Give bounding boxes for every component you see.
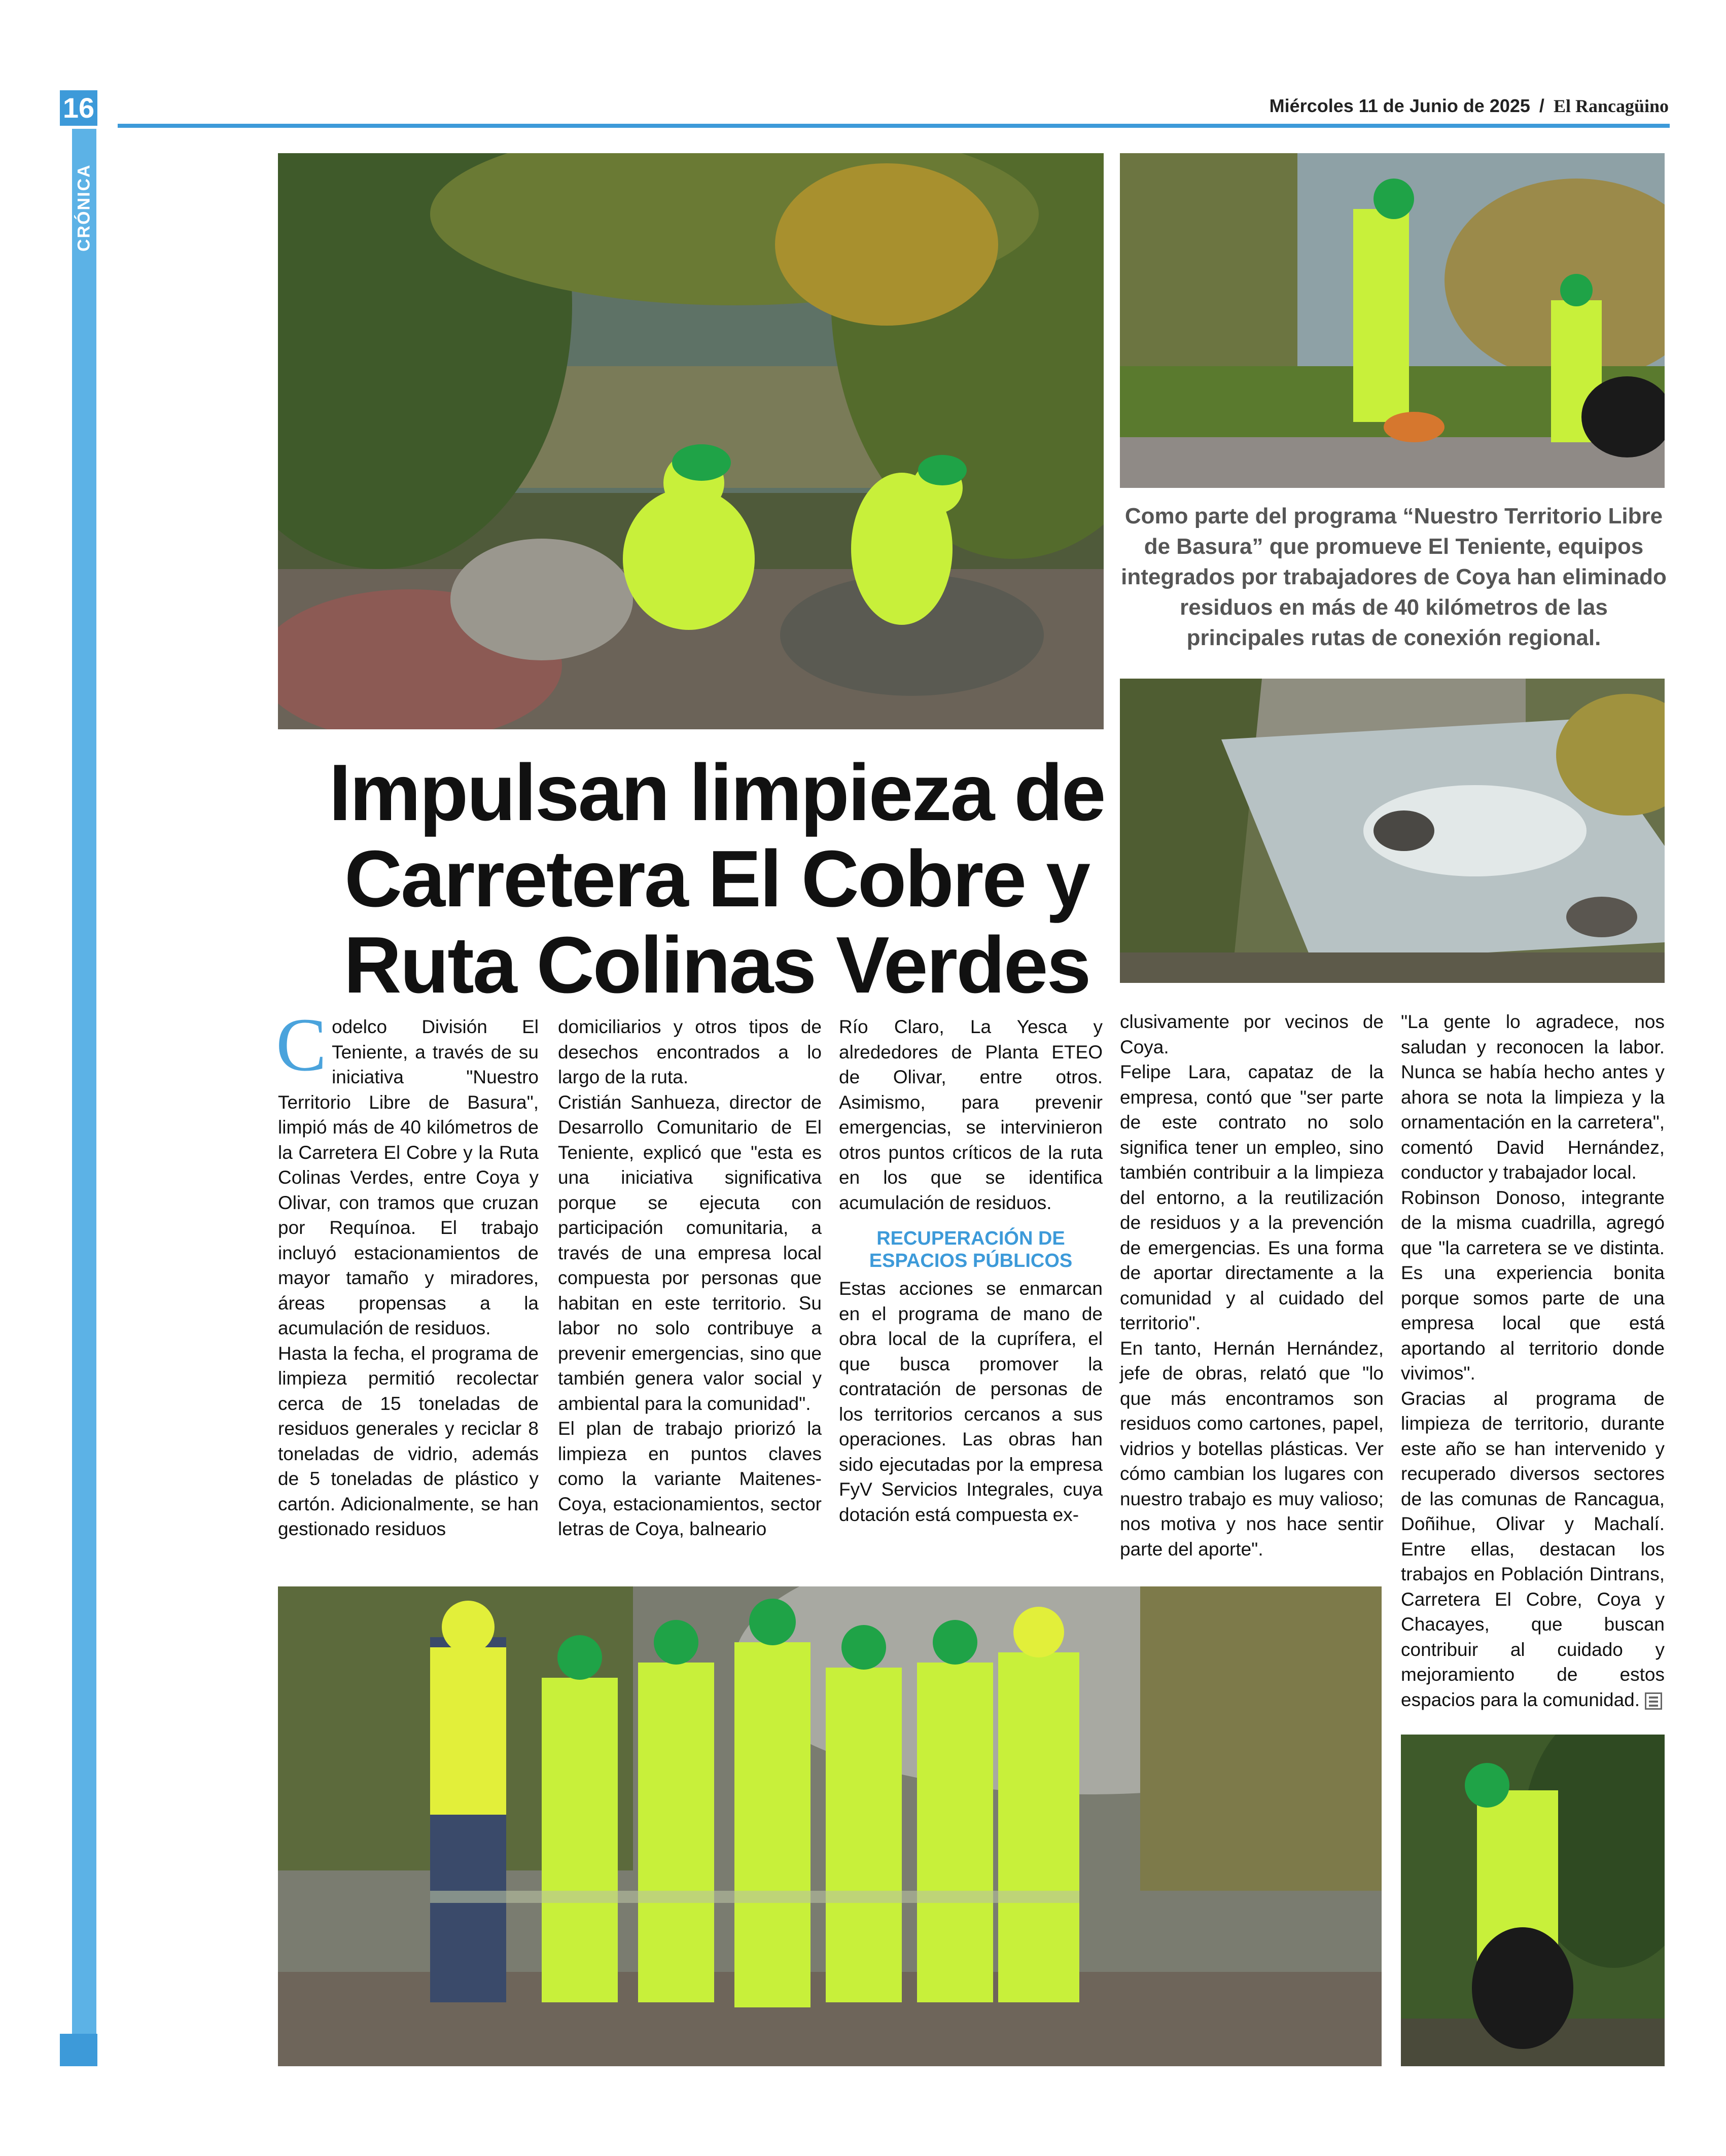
article-paragraph: Robinson Donoso, integrante de la misma cuadrilla, agregó que "la carretera se ve distinta. Es una experiencia bonita porque somos parte de una empresa local que está aportando al territorio donde vivimos".	[1401, 1187, 1665, 1384]
section-strip	[72, 129, 96, 2066]
section-label: CRÓNICA	[74, 164, 94, 252]
article-column-1	[276, 1003, 539, 1542]
header-separator: /	[1539, 95, 1544, 116]
photo-caption: Como parte del programa “Nuestro Territorio Libre de Basura” que promueve El Teniente, equipos integrados por trabajadores de Coya han eliminado residuos en más de 40 kilómetros de las principales rutas de conexión regional.	[1121, 504, 1667, 650]
section-subheading: RECUPERACIÓN DE ESPACIOS PÚBLICOS	[869, 1228, 1073, 1271]
issue-date: Miércoles 11 de Junio de 2025	[1269, 95, 1530, 116]
article-paragraph: El plan de trabajo priorizó la limpieza en puntos claves como la variante Maitenes-Coya, estacionamientos, sector letras de Coya, balneario	[558, 1418, 822, 1539]
strip-end-block	[60, 2034, 97, 2066]
header-rule	[118, 124, 1670, 128]
newspaper-name: El Rancagüino	[1553, 96, 1669, 116]
page-number: 16	[60, 90, 97, 126]
article-title: Impulsan limpieza de Carretera El Cobre y Ruta Colinas Verdes	[329, 748, 1105, 1010]
article-paragraph: En tanto, Hernán Hernández, jefe de obras, relató que "lo que más encontramos son residuos como cartones, papel, vidrios y botellas plásticas. Ver cómo cambian los lugares con nuestro trabajo es muy valioso; nos motiva y nos hace sentir parte del aporte".	[1120, 1337, 1384, 1560]
article-column-4	[1120, 1009, 1384, 1562]
photo-worker-trash-bag	[1401, 1735, 1665, 2066]
article-paragraph: clusivamente por vecinos de Coya.	[1120, 1011, 1384, 1057]
photo-cleanup-crew	[278, 1586, 1382, 2066]
article-column-2	[558, 1014, 822, 1542]
newspaper-end-icon	[1645, 1692, 1662, 1710]
article-column-3	[839, 1014, 1103, 1527]
article-paragraph: Río Claro, La Yesca y alrededores de Planta ETEO de Olivar, entre otros. Asimismo, para prevenir emergencias, se intervinieron otros puntos críticos de la ruta en los que se identifica acumulación de residuos.	[839, 1016, 1103, 1213]
article-column-5	[1401, 1009, 1665, 1712]
photo-workers-riverbank	[278, 153, 1104, 729]
photo-workers-roadside	[1120, 153, 1665, 488]
article-paragraph: Hasta la fecha, el programa de limpieza permitió recolectar cerca de 15 toneladas de residuos generales y reciclar 8 toneladas de vidrio, además de 5 toneladas de plástico y cartón. Adicionalmente, se han gestionado residuos	[278, 1342, 539, 1539]
article-paragraph: Cristián Sanhueza, director de Desarrollo Comunitario de El Teniente, explicó que "esta es una iniciativa significativa porque se ejecuta con participación comunitaria, a través de una empresa local compuesta por personas que habitan en este territorio. Su labor no solo contribuye a prevenir emergencias, sino que también genera valor social y ambiental para la comunidad".	[558, 1091, 822, 1414]
article-paragraph: Estas acciones se enmarcan en el programa de mano de obra local de la cuprífera, el que busca promover la contratación de personas de los territorios cercanos a sus operaciones. Las obras han sido ejecutadas por la empresa FyV Servicios Integrales, cuya dotación está compuesta ex-	[839, 1278, 1103, 1525]
article-paragraph: domiciliarios y otros tipos de desechos encontrados a lo largo de la ruta.	[558, 1016, 822, 1087]
article-paragraph: "La gente lo agradece, nos saludan y reconocen la labor. Nunca se había hecho antes y ahora se nota la limpieza y la ornamentación en la carretera", comentó David Hernández, conductor y trabajador local.	[1401, 1011, 1665, 1183]
page-header	[1116, 95, 1669, 126]
article-paragraph: Gracias al programa de limpieza de territorio, durante este año se han intervenido y recuperado diversos sectores de las comunas de Rancagua, Doñihue, Olivar y Machalí. Entre ellas, destacan los trabajos en Población Dintrans, Carretera El Cobre, Coya y Chacayes, que buscan contribuir al cuidado y mejoramiento de estos espacios para la comunidad.	[1401, 1388, 1665, 1710]
drop-cap: C	[276, 1003, 327, 1087]
photo-river-stream	[1120, 679, 1665, 983]
article-paragraph: Felipe Lara, capataz de la empresa, contó que "ser parte de este contrato no solo significa tener un empleo, sino también contribuir a la limpieza del entorno, a la reutilización de residuos y a la prevención de emergencias. Es una forma de aportar directamente a la comunidad y al cuidado del territorio".	[1120, 1062, 1384, 1333]
article-paragraph: Codelco División El Teniente, a través de su iniciativa "Nuestro Territorio Libre de Basura", limpió más de 40 kilómetros de la Carretera El Cobre y la Ruta Colinas Verdes, entre Coya y Olivar, con tramos que cruzan por Requínoa. El trabajo incluyó estacionamientos de mayor tamaño y miradores, áreas propensas a la acumulación de residuos.	[276, 1003, 539, 1338]
